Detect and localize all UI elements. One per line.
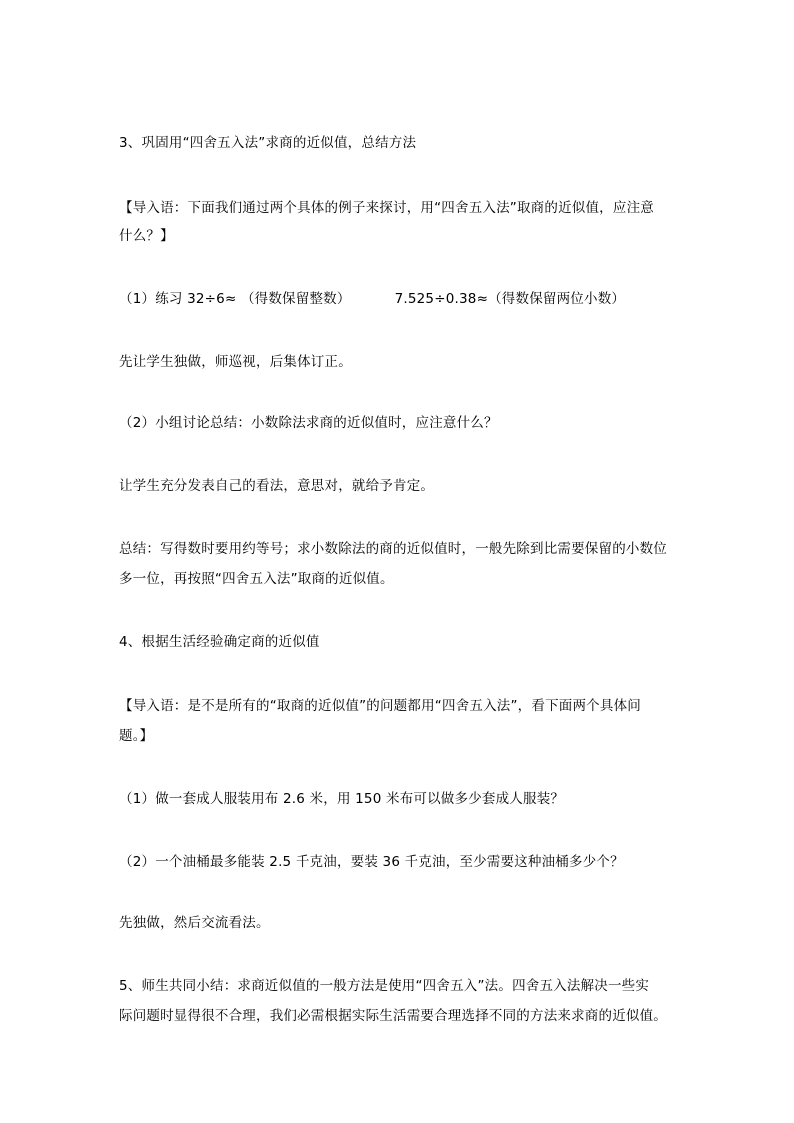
- section-4-heading: 4、根据生活经验确定商的近似值: [119, 634, 320, 650]
- instruction-2: 让学生充分发表自己的看法，意思对，就给予肯定。: [119, 478, 435, 494]
- exercise-1: [119, 290, 625, 308]
- summary-line-2: 多一位，再按照“四舍五入法”取商的近似值。: [119, 571, 394, 587]
- discussion-2: （2）小组讨论总结：小数除法求商的近似值时，应注意什么？: [119, 415, 498, 431]
- problem-1: （1）做一套成人服装用布 2.6 米，用 150 米布可以做多少套成人服装？: [119, 791, 565, 807]
- problem-2: （2）一个油桶最多能装 2.5 千克油，要装 36 千克油，至少需要这种油桶多少个？: [119, 854, 624, 870]
- intro-1-line-2: 什么？】: [119, 228, 174, 244]
- summary-line-1: 总结：写得数时要用约等号；求小数除法的商的近似值时，一般先除到比需要保留的小数位: [119, 541, 667, 557]
- intro-2-line-2: 题。】: [119, 728, 154, 744]
- section-5-line-2: 际问题时显得很不合理，我们必需根据实际生活需要合理选择不同的方法来求商的近似值。: [119, 1008, 667, 1024]
- intro-2-line-1: 【导入语：是不是所有的“取商的近似值”的问题都用“四舍五入法”，看下面两个具体问: [119, 698, 641, 714]
- instruction-1: 先让学生独做，师巡视，后集体订正。: [119, 354, 352, 370]
- instruction-3: 先独做，然后交流看法。: [119, 915, 270, 931]
- exercise-1-part-b: 7.525÷0.38≈（得数保留两位小数）: [394, 291, 626, 307]
- intro-1-line-1: 【导入语：下面我们通过两个具体的例子来探讨，用“四舍五入法”取商的近似值，应注意: [119, 200, 654, 216]
- section-5-line-1: 5、师生共同小结：求商近似值的一般方法是使用“四舍五入”法。四舍五入法解决一些实: [119, 978, 650, 994]
- section-3-heading: 3、巩固用“四舍五入法”求商的近似值，总结方法: [119, 135, 417, 151]
- exercise-1-part-a: （1）练习 32÷6≈ （得数保留整数）: [119, 291, 351, 307]
